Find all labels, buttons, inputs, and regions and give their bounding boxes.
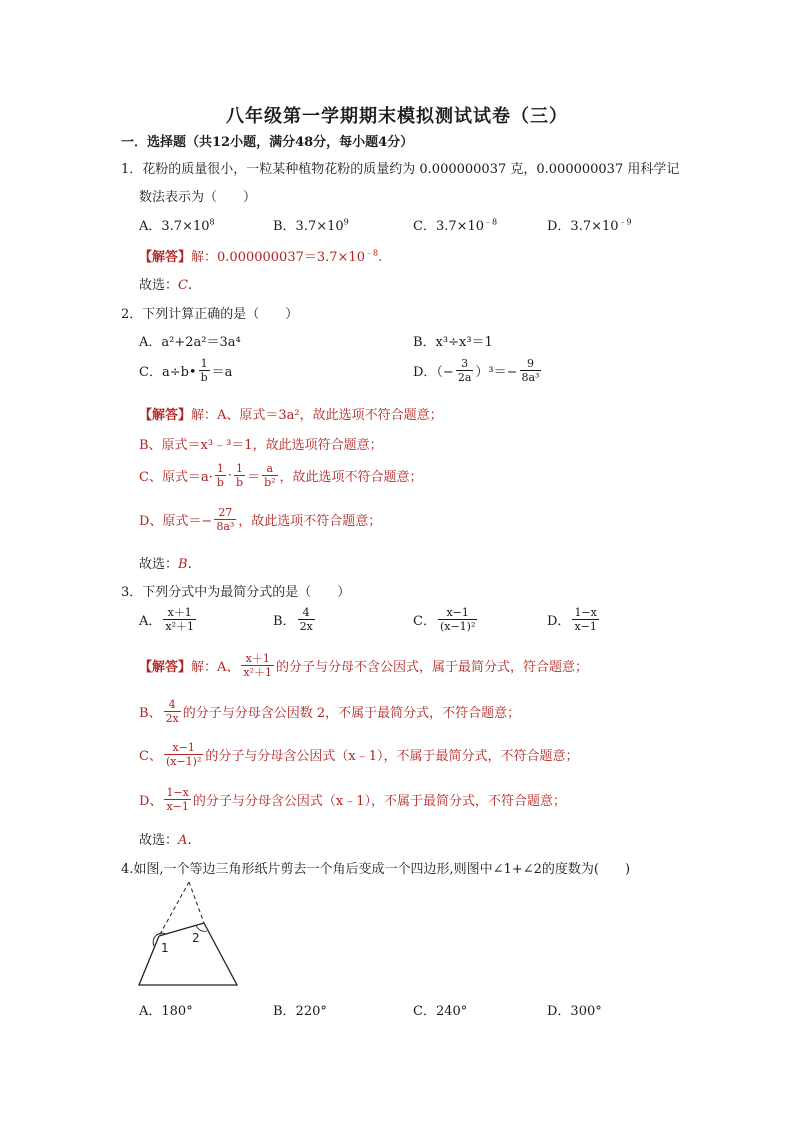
q3-option-c: C． $\frac{x-1}{\text{(x−1)²}}$ — [413, 606, 476, 633]
q2-option-b: B．x³÷x³＝1 — [413, 335, 493, 350]
triangle-figure — [130, 878, 250, 990]
q1-final: 故选：C. — [139, 278, 193, 293]
q2-answer-b: B、原式＝x³﹣³＝1，故此选项符合题意； — [139, 438, 383, 453]
q4-option-b: B．220° — [273, 1004, 327, 1019]
q2-answer-c: C、原式＝a· $\frac{1}{b}$ · $\frac{1}{b}$ ＝ $\frac{a}{\text{b²}}$ ，故此选项不符合题意； — [139, 462, 423, 489]
q4-stem: 4.如图,一个等边三角形纸片剪去一个角后变成一个四边形,则图中∠1+∠2的度数为( ) — [121, 862, 631, 877]
q1-stem-line2: 数法表示为（ ） — [139, 190, 257, 205]
q2-answer-d: D、原式＝− $\frac{27}{\text{8a³}}$ ，故此选项不符合题意； — [139, 506, 382, 533]
q1-stem-line1: 1．花粉的质量很小，一粒某种植物花粉的质量约为 0.000000037 克，0.000000037 用科学记 — [121, 162, 680, 177]
q1-option-a: A．$3.7\times 10^8$ — [139, 217, 215, 234]
cut-corner-left-edge — [159, 882, 189, 936]
q2-answer-a: 【解答】解：A、原式＝3a²，故此选项不符合题意； — [139, 408, 443, 423]
q2-option-a: A．a²+2a²＝3a⁴ — [139, 335, 241, 350]
angle-1-label: 1 — [161, 941, 169, 955]
angle-2-label: 2 — [192, 931, 200, 945]
q1-option-d: D．$3.7\times 10^{﹣9}$ — [547, 217, 632, 234]
q3-final: 故选：A. — [139, 833, 192, 848]
q1-option-b: B．$3.7\times 10^9$ — [273, 217, 349, 234]
q1-option-c: C．$3.7\times 10^{﹣8}$ — [413, 217, 498, 234]
q2-stem: 2．下列计算正确的是（ ） — [121, 307, 299, 322]
quadrilateral-edges — [139, 923, 237, 985]
q2-option-c: C．a÷b• $\frac{1}{b}$ ＝a — [139, 357, 233, 384]
q4-option-c: C．240° — [413, 1004, 468, 1019]
q3-answer-b: B、 $\frac{4}{2x}$ 的分子与分母含公因数 2，不属于最简分式，不符合题意； — [139, 698, 521, 725]
q2-final: 故选：B. — [139, 557, 192, 572]
page-title: 八年级第一学期期末模拟测试试卷（三） — [226, 106, 568, 127]
q4-option-d: D．300° — [547, 1004, 602, 1019]
q3-option-b: B． $\frac{4}{2x}$ — [273, 606, 313, 633]
q3-option-a: A． $\frac{x+1}{\text{x²＋1}}$ — [139, 606, 195, 633]
q3-stem: 3．下列分式中为最简分式的是（ ） — [121, 585, 351, 600]
q3-answer-d: D、 $\frac{1-x}{x-1}$ 的分子与分母含公因式（x﹣1），不属于最简分式，不符合题意； — [139, 786, 566, 813]
q1-answer: 【解答】解：$0.000000037=3.7\times 10^{﹣8}$. — [139, 248, 383, 265]
q3-option-d: D． $\frac{1-x}{x-1}$ — [547, 606, 597, 633]
q3-answer-c: C、 $\frac{x-1}{\text{(x−1)²}}$ 的分子与分母含公因式（x﹣1），不属于最简分式，不符合题意； — [139, 741, 579, 768]
section-heading: 一．选择题（共12小题，满分48分，每小题4分） — [121, 135, 414, 150]
cut-corner-right-edge — [189, 882, 204, 923]
q2-option-d: D．（− $\frac{3}{2a}$ ）³＝− $\frac{9}{\text{8a³}}$ — [413, 357, 540, 384]
q3-answer-a: 【解答】 解：A、 $\frac{x+1}{\text{x²＋1}}$ 的分子与分母不含公因式，属于最简分式，符合题意； — [139, 652, 589, 679]
q4-option-a: A．180° — [139, 1004, 193, 1019]
